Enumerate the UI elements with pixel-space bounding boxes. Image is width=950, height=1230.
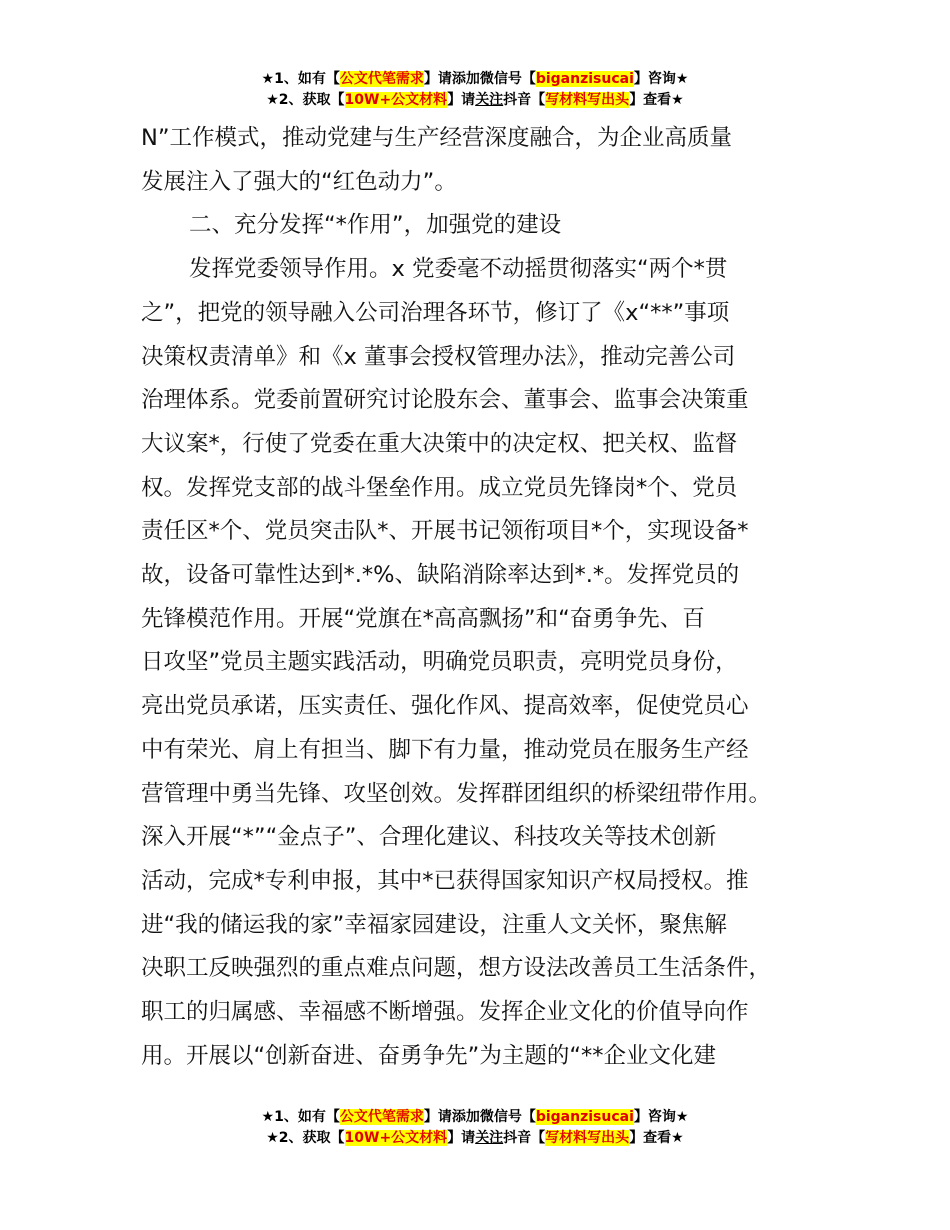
body-line: 营管理中勇当先锋、攻坚创效。发挥群团组织的桥梁纽带作用。 <box>141 780 772 807</box>
body-line: 进“我的储运我的家”幸福家园建设，注重人文关怀，聚焦解 <box>141 911 727 938</box>
body-line: 责任区*个、党员突击队*、开展书记领衔项目*个，实现设备* <box>141 518 749 545</box>
header-line-1-prefix: ★1、如有【 <box>261 71 340 87</box>
footer-line-1-emphasis: 加 <box>465 1109 480 1125</box>
body-line: N”工作模式，推动党建与生产经营深度融合，为企业高质量 <box>141 125 732 151</box>
body-line: 用。开展以“创新奋进、奋勇争先”为主题的“**企业文化建 <box>141 1042 716 1069</box>
body-line: 先锋模范作用。开展“党旗在*高高飘扬”和“奋勇争先、百 <box>141 605 705 632</box>
footer-line-2 <box>0 1128 950 1149</box>
footer-highlight-douyin-account: 写材料写出头 <box>545 1130 630 1146</box>
footer-line-2-mid2: 抖音【 <box>503 1130 546 1146</box>
document-body <box>141 117 831 1078</box>
header-line-2 <box>0 90 950 111</box>
footer-line-1-prefix: ★1、如有【 <box>261 1109 340 1125</box>
header-line-2-suffix: 】查看★ <box>629 92 684 108</box>
body-line: 日攻坚”党员主题实践活动，明确党员职责，亮明党员身份， <box>141 649 738 676</box>
body-line: 活动，完成*专利申报，其中*已获得国家知识产权局授权。推 <box>141 867 749 894</box>
header-line-1-mid: 】请添 <box>423 71 466 87</box>
section-heading: 二、充分发挥“*作用”，加强党的建设 <box>189 212 562 239</box>
header-highlight-writing-service: 公文代笔需求 <box>339 71 424 87</box>
body-line: 深入开展“*”“金点子”、合理化建议、科技攻关等技术创新 <box>141 824 717 851</box>
header-line-2-emphasis: 关注 <box>475 92 504 108</box>
header-line-1-mid2: 微信号【 <box>479 71 536 87</box>
footer-line-2-suffix: 】查看★ <box>629 1130 684 1146</box>
footer-highlight-writing-service: 公文代笔需求 <box>339 1109 424 1125</box>
body-line: 决策权责清单》和《x 董事会授权管理办法》，推动完善公司 <box>141 343 736 370</box>
footer-line-1-mid: 】请添 <box>423 1109 466 1125</box>
header-banner <box>0 69 950 111</box>
body-line: 中有荣光、肩上有担当、脚下有力量，推动党员在服务生产经 <box>141 736 749 763</box>
body-line: 之”，把党的领导融入公司治理各环节，修订了《x“**”事项 <box>141 299 730 326</box>
header-highlight-douyin-account: 写材料写出头 <box>545 92 630 108</box>
footer-line-1 <box>0 1107 950 1128</box>
footer-line-1-suffix: 】咨询★ <box>633 1109 689 1125</box>
header-line-2-mid: 】请 <box>447 92 476 108</box>
footer-highlight-wechat-id: biganzisucai <box>535 1109 634 1125</box>
body-line: 发挥党委领导作用。x 党委毫不动摇贯彻落实“两个*贯 <box>189 256 728 283</box>
footer-highlight-materials: 10W+公文材料 <box>344 1130 448 1146</box>
body-line: 职工的归属感、幸福感不断增强。发挥企业文化的价值导向作 <box>141 999 749 1026</box>
body-line: 决职工反映强烈的重点难点问题，想方设法改善员工生活条件， <box>141 955 772 982</box>
body-line: 故，设备可靠性达到*.*%、缺陷消除率达到*.*。发挥党员的 <box>141 562 740 589</box>
header-line-1-emphasis: 加 <box>465 71 480 87</box>
header-line-1-suffix: 】咨询★ <box>633 71 689 87</box>
header-line-1 <box>0 69 950 90</box>
footer-line-2-mid: 】请 <box>447 1130 476 1146</box>
body-line: 亮出党员承诺，压实责任、强化作风、提高效率，促使党员心 <box>141 693 749 720</box>
footer-line-2-emphasis: 关注 <box>475 1130 504 1146</box>
body-line: 大议案*，行使了党委在重大决策中的决定权、把关权、监督 <box>141 430 738 457</box>
body-line: 发展注入了强大的“红色动力”。 <box>141 168 457 195</box>
footer-line-1-mid2: 微信号【 <box>479 1109 536 1125</box>
header-line-2-prefix: ★2、获取【 <box>266 92 345 108</box>
body-line: 权。发挥党支部的战斗堡垒作用。成立党员先锋岗*个、党员 <box>141 474 738 501</box>
body-line: 治理体系。党委前置研究讨论股东会、董事会、监事会决策重 <box>141 387 749 414</box>
footer-line-2-prefix: ★2、获取【 <box>266 1130 345 1146</box>
footer-banner <box>0 1107 950 1149</box>
header-line-2-mid2: 抖音【 <box>503 92 546 108</box>
header-highlight-materials: 10W+公文材料 <box>344 92 448 108</box>
header-highlight-wechat-id: biganzisucai <box>535 71 634 87</box>
